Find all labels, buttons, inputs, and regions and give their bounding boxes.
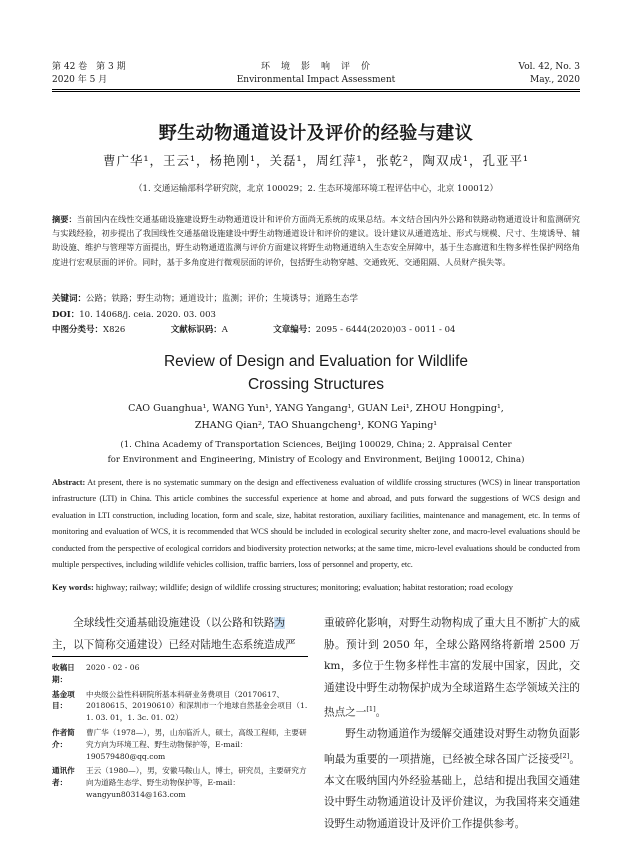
footnote-text: 曹广华（1978—），男，山东临沂人，硕士，高级工程师，主要研究方向为环境工程、野生动物保护等，E-mail：190579480@qq.com <box>86 727 307 761</box>
footnote-author-bio <box>52 727 308 762</box>
doi-value: 10. 14068/j. ceia. 2020. 03. 003 <box>79 310 216 320</box>
abstract-en-label: Abstract: <box>52 478 86 487</box>
keywords-cn-label: 关键词： <box>52 294 87 304</box>
doc-code-value: A <box>221 325 228 335</box>
authors-en <box>52 400 580 434</box>
citation-ref[interactable]: [1] <box>366 705 376 713</box>
text-selection-highlight[interactable]: 为 <box>274 617 286 629</box>
abstract-cn-text: 当前国内在线性交通基础设施建设野生动物通道设计和评价方面尚无系统的成果总结。本文结合国内外公路和铁路动物通道设计和监测研究与实践经验，初步提出了我国线性交通基础设施建设中野生动物通道设计和评价的建议。设计建议从通道选址、形式与规模、尺寸、生境诱导、辅助设施、维护与管理等方面提出，野生动物通道监测与评价方面建议将野生动物通道纳入生态安全屏障中，基于生态廊道和生物多样性保护网络角度进行宏观层面的评价。同时，基于多角度进行微观层面的评价，包括野生动物穿越、交通致死、交通阻隔、人员财产损失等。 <box>52 214 580 267</box>
abstract-en-text: At present, there is no systematic summary on the design and effectiveness evaluation of wildlife crossing structures (WCS) in linear transportation infrastructure (LTI) in China. This article combines the successful experience at home and abroad, and puts forward the suggestions of WCS design and evaluation in LTI construction, including location, form and scale, size, habitat restoration, auxiliary facilities, maintenance and management, etc. In terms of monitoring and evaluation of WCS, it is recommended that WCS should be included in ecological security shelter zone, and macro-level evaluations should be conducted from the perspective of ecological corridors and biodiversity protection networks; at the same time, micro-level evaluations should be conducted from multiple perspectives, including wildlife vehicles collision, traffic barriers, loss of personnel and property, etc. <box>52 478 580 570</box>
header-rule <box>52 89 580 90</box>
footnote-received <box>52 662 308 686</box>
paper-title-en <box>52 350 580 396</box>
affiliations-en-line1: (1. China Academy of Transportation Sciences, Beijing 100029, China; 2. Appraisal Center <box>120 440 512 450</box>
abstract-cn-label: 摘要： <box>52 214 77 224</box>
abstract-en <box>52 475 580 573</box>
header-journal-cn: 环 境 影 响 评 价 <box>260 62 371 72</box>
paper-title-en-line2: Crossing Structures <box>247 376 385 393</box>
footnote-text: 王云（1980—），男，安徽马鞍山人，博士，研究员，主要研究方向为道路生态学、野生动物保护等，E-mail：wangyun80314@163.com <box>86 766 307 799</box>
clc-label: 中图分类号： <box>52 325 104 335</box>
footnote-label: 基金项目： <box>52 689 75 711</box>
article-number-value: 2095 - 6444(2020)03 - 0011 - 04 <box>315 325 456 335</box>
body-paragraph-continued <box>324 613 580 724</box>
footnote-rule <box>52 656 308 657</box>
body-text: 野生动物通道作为缓解交通建设对野生动物负面影响最为重要的一项措施，已经被全球各国广泛接受 <box>324 728 580 766</box>
doi-label: DOI： <box>52 310 80 320</box>
doi-line <box>52 308 216 320</box>
doc-code-label: 文献标识码： <box>170 325 222 335</box>
header-date-en: May., 2020 <box>530 75 580 85</box>
authors-cn: 曹广华¹，王云¹，杨艳刚¹，关磊¹，周红萍¹，张乾²，陶双成¹，孔亚平¹ <box>102 153 530 168</box>
abstract-cn <box>52 212 580 269</box>
citation-ref[interactable]: [2] <box>559 751 570 760</box>
keywords-en-text: highway; railway; wildlife; design of wildlife crossing structures; monitoring; evaluation; habitat restoration; road ecology <box>95 582 514 592</box>
footnote-text: 中央级公益性科研院所基本科研业务费项目（20170617、20180615、20190610）和深圳市一个地球自然基金会项目（1. 1. 03. 01，1. 3c. 01. 02） <box>86 689 308 723</box>
footnote-label: 通讯作者： <box>52 766 75 788</box>
paper-title-cn: 野生动物通道设计及评价的经验与建议 <box>158 123 474 144</box>
body-text: 。 <box>375 706 387 719</box>
clc-value: X826 <box>103 325 126 335</box>
header-rule-thin <box>52 91 580 92</box>
body-intro-start: 全球线性交通基础设施建设（以公路和铁路 <box>73 617 275 629</box>
header-date-cn: 2020 年 5 月 <box>52 75 108 85</box>
keywords-cn-text: 公路；铁路；野生动物；通道设计；监测；评价；生境诱导；道路生态学 <box>86 294 359 304</box>
header-volume-en: Vol. 42, No. 3 <box>518 62 580 72</box>
body-paragraph-wcs <box>324 724 580 835</box>
footnote-label: 作者简介： <box>52 727 75 749</box>
keywords-en-label: Key words: <box>52 582 94 592</box>
classification-line <box>52 323 580 335</box>
affiliations-cn: （1. 交通运输部科学研究院，北京 100029；2. 生态环境部环境工程评估中心，北京 100012） <box>134 184 498 194</box>
body-paragraph-intro <box>52 613 308 656</box>
article-number-label: 文章编号： <box>273 325 316 335</box>
footnote-text: 2020 - 02 - 06 <box>86 663 140 672</box>
authors-en-line1: CAO Guanghua¹, WANG Yun¹, YANG Yangang¹, GUAN Lei¹, ZHOU Hongping¹, <box>128 403 504 414</box>
body-intro-rest: 主，以下简称交通建设）已经对陆地生态系统造成严 <box>52 638 296 651</box>
body-text: 重破碎化影响，对野生动物构成了重大且不断扩大的威胁。预计到 2050 年，全球公路网络将新增 2500 万 km，多位于生物多样性丰富的发展中国家，因此，交通建设中野生动物保护成为全球道路生态学领域关注的热点之一 <box>324 617 580 719</box>
paper-title-en-line1: Review of Design and Evaluation for Wildlife <box>163 353 469 370</box>
footnote-corresponding-author <box>52 765 308 800</box>
affiliations-en <box>52 438 580 468</box>
keywords-cn <box>52 292 580 304</box>
authors-en-line2: ZHANG Qian², TAO Shuangcheng¹, KONG Yaping¹ <box>194 420 438 431</box>
footnote-label: 收稿日期： <box>52 663 75 684</box>
affiliations-en-line2: for Environment and Engineering, Ministry of Ecology and Environment, Beijing 100012, China) <box>107 455 525 465</box>
body-text: 。本文在吸纳国内外经验基础上，总结和提出我国交通建设中野生动物通道设计及评价建议，为我国将来交通建设野生动物通道设计及评价工作提供参考。 <box>324 753 581 830</box>
header-volume-cn: 第 42 卷 第 3 期 <box>52 62 126 72</box>
keywords-en <box>52 582 580 592</box>
header-journal-en: Environmental Impact Assessment <box>236 75 396 85</box>
footnote-funding <box>52 689 308 724</box>
body-left-column <box>52 613 308 656</box>
body-right-column <box>324 613 580 835</box>
footnotes <box>52 662 308 804</box>
